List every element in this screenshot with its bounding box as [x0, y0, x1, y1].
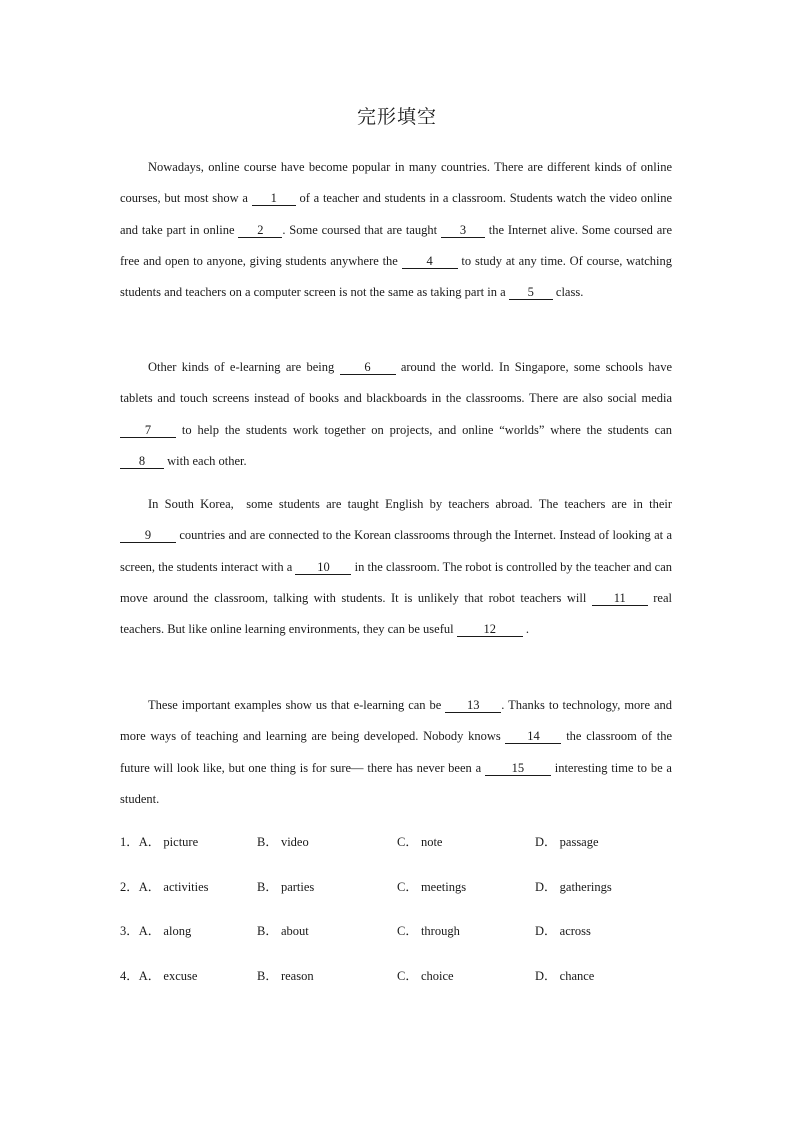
blank-15: 15	[485, 761, 551, 776]
blank-12: 12	[457, 622, 523, 637]
passage-text: countries and are connected to the Korean classrooms through the Internet. Instead of looking at a screen, the students interact with a	[120, 528, 672, 574]
blank-5: 5	[509, 285, 553, 300]
blank-8: 8	[120, 454, 164, 469]
page-title: 完形填空	[356, 106, 437, 128]
passage-text: the Internet alive. Some coursed are free and open to anyone, giving students anywhere the	[120, 222, 672, 268]
blank-1: 1	[252, 191, 296, 206]
option-c: C． through	[397, 924, 460, 939]
option-c: C． choice	[397, 968, 454, 983]
option-b: B． reason	[257, 968, 314, 983]
options-list	[120, 832, 680, 1010]
blank-6: 6	[340, 360, 396, 375]
question-row-1	[120, 832, 680, 877]
passage-text: . Thanks to technology, more and more ways of teaching and learning are being developed. Nobody knows	[120, 698, 672, 744]
question-number: 2．	[120, 879, 139, 894]
passage-text: in the classroom. The robot is controlled by the teacher and can move around the classroom, talking with students. It is unlikely that robot teachers will	[120, 559, 673, 605]
option-b: B． video	[257, 835, 309, 849]
blank-2: 2	[238, 223, 282, 238]
passage-paragraph-2	[120, 352, 672, 477]
passage-paragraph-3	[120, 489, 697, 645]
passage-text: real teachers. But like online learning environments, they can be useful	[120, 590, 672, 637]
question-number: 3．	[120, 924, 139, 939]
option-a	[120, 921, 191, 939]
option-c: C． meetings	[397, 879, 467, 894]
passage-text: interesting time to be a student.	[120, 760, 672, 806]
option-a	[120, 966, 197, 984]
option-a	[120, 832, 198, 850]
question-row-3	[120, 921, 680, 966]
blank-9: 9	[120, 528, 176, 543]
blank-4: 4	[402, 254, 458, 269]
blank-3: 3	[441, 223, 485, 238]
blank-7: 7	[120, 423, 176, 438]
option-a-text: A． picture	[138, 835, 199, 849]
passage-paragraph-4	[120, 690, 672, 815]
passage-text: These important examples show us that e-learning can be	[148, 698, 446, 712]
option-b: B． about	[257, 924, 309, 939]
option-b: B． parties	[257, 879, 315, 894]
passage-text: .	[522, 622, 529, 637]
question-row-4	[120, 966, 680, 1011]
passage-text: to study at any time. Of course, watching students and teachers on a computer screen is not the same as taking part in a	[120, 253, 672, 300]
question-row-2	[120, 877, 680, 922]
blank-10: 10	[295, 560, 351, 575]
option-d: D． gatherings	[535, 879, 612, 894]
passage-text: In South Korea, some students are taught English by teachers abroad. The teachers are in their	[148, 497, 697, 511]
passage-text: around the world. In Singapore, some schools have tablets and touch screens instead of books and blackboards in the classrooms. There are also social media	[120, 360, 672, 406]
option-a-text: A． excuse	[138, 968, 198, 983]
passage-text: class.	[552, 285, 584, 300]
option-a	[120, 877, 209, 895]
passage-text: to help the students work together on projects, and online “worlds” where the students can	[176, 422, 672, 437]
option-d: D． across	[535, 924, 591, 939]
passage-paragraph-1	[120, 152, 672, 308]
passage-text: Other kinds of e-learning are being	[148, 360, 340, 374]
passage-text: the classroom of the future will look like, but one thing is for sure— there has never been a	[120, 729, 672, 775]
passage-text: with each other.	[164, 453, 247, 468]
question-number: 1．	[120, 835, 139, 849]
option-d: D． passage	[535, 835, 599, 849]
passage-text: of a teacher and students in a classroom. Students watch the video online and take part in online	[120, 191, 672, 237]
blank-13: 13	[445, 698, 501, 713]
option-c: C． note	[397, 835, 443, 849]
passage-text: . Some coursed that are taught	[282, 222, 441, 237]
option-a-text: A． along	[138, 924, 192, 939]
option-a-text: A． activities	[138, 879, 209, 894]
passage-text: Nowadays, online course have become popular in many countries. There are different kinds of online courses, but most show a	[120, 160, 672, 206]
blank-14: 14	[505, 729, 561, 744]
blank-11: 11	[592, 591, 648, 606]
question-number: 4．	[120, 968, 139, 983]
option-d: D． chance	[535, 968, 595, 983]
